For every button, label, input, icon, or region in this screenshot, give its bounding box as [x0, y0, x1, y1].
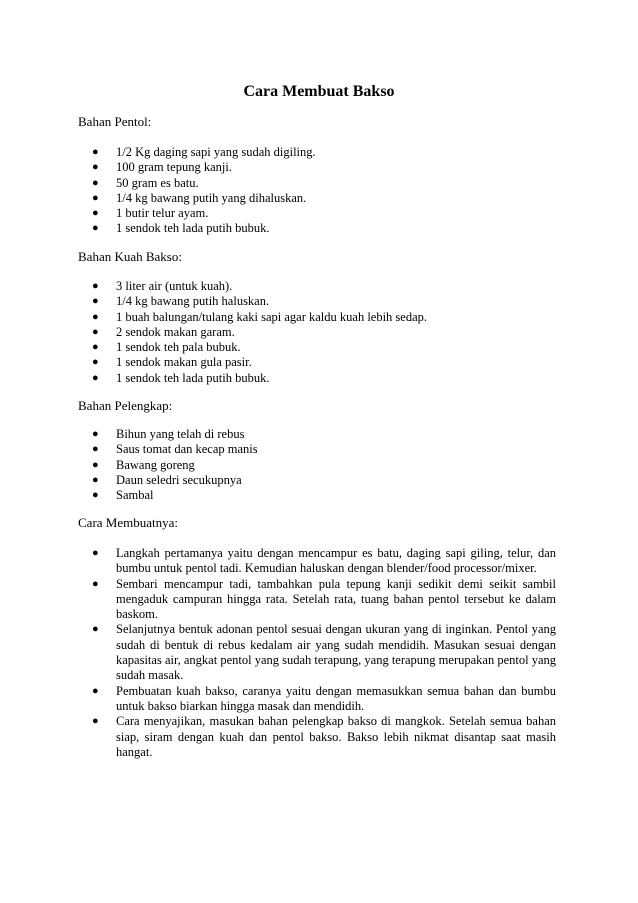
section-heading-bahan-pelengkap: Bahan Pelengkap:	[78, 398, 173, 413]
bullet-icon: ●	[92, 310, 99, 323]
list-item: ● 1 sendok teh lada putih bubuk.	[92, 221, 270, 236]
list-item: ● 1 sendok makan gula pasir.	[92, 355, 252, 370]
list-item: ● Bihun yang telah di rebus	[92, 427, 245, 441]
list-item: ● 1 sendok teh pala bubuk.	[92, 340, 241, 355]
ingredient-list-pelengkap	[0, 427, 556, 503]
list-item: ● Pembuatan kuah bakso, caranya yaitu dengan memasukkan semua bahan dan bumbu untuk bakso biarkan hingga masak dan mendidih.	[92, 683, 556, 713]
document-title: Cara Membuat Bakso	[243, 83, 395, 100]
bullet-icon: ●	[92, 146, 99, 158]
list-item: ● Cara menyajikan, masukan bahan pelengkap bakso di mangkok. Setelah semua bahan siap, siram dengan kuah dan pentol bakso. Bakso lebih nikmat disantap saat masih hangat.	[92, 714, 556, 759]
list-item: ● 1/4 kg bawang putih yang dihaluskan.	[92, 190, 307, 205]
section-heading-bahan-pentol: Bahan Pentol:	[78, 114, 152, 129]
section-heading-cara-membuat: Cara Membuatnya:	[78, 515, 178, 530]
list-item: ● 1/4 kg bawang putih haluskan.	[92, 294, 270, 309]
bullet-icon: ●	[92, 443, 99, 456]
bullet-icon: ●	[92, 176, 99, 189]
list-item: ● Selanjutnya bentuk adonan pentol sesuai dengan ukuran yang di inginkan. Pentol yang sudah di bentuk di rebus kedalam air yang sudah mendidih. Masukan sesuai dengan kapasitas air, angkat pentol yang sudah terapung, yang terapung merupakan pentol yang sudah masak.	[92, 622, 556, 683]
list-item: ● 1/2 Kg daging sapi yang sudah digiling.	[92, 145, 316, 159]
bullet-icon: ●	[92, 473, 99, 486]
bullet-icon: ●	[92, 715, 99, 728]
bullet-icon: ●	[92, 577, 99, 590]
list-item: ● Saus tomat dan kecap manis	[92, 442, 258, 457]
bullet-icon: ●	[92, 547, 99, 559]
list-item: ● 2 sendok makan garam.	[92, 324, 235, 339]
bullet-icon: ●	[92, 161, 99, 174]
bullet-icon: ●	[92, 623, 99, 636]
bullet-icon: ●	[92, 280, 99, 292]
steps-list	[0, 546, 556, 760]
bullet-icon: ●	[92, 191, 99, 204]
bullet-icon: ●	[92, 325, 99, 338]
bullet-icon: ●	[92, 222, 99, 235]
bullet-icon: ●	[92, 458, 99, 471]
list-item: ● Sembari mencampur tadi, tambahkan pula tepung kanji sedikit demi seikit sambil mengaduk campuran hingga rata. Setelah rata, tuang bahan pentol tersebut ke dalam baskom.	[92, 576, 556, 622]
list-item: ● Sambal	[92, 488, 154, 503]
ingredient-list-pentol	[0, 145, 556, 237]
bullet-icon: ●	[92, 428, 99, 440]
bullet-icon: ●	[92, 356, 99, 369]
bullet-icon: ●	[92, 371, 99, 384]
bullet-icon: ●	[92, 295, 99, 308]
bullet-icon: ●	[92, 341, 99, 354]
list-item: ● Daun seledri secukupnya	[92, 472, 242, 487]
list-item: ● 50 gram es batu.	[92, 175, 199, 190]
list-item: ● 100 gram tepung kanji.	[92, 160, 232, 175]
list-item: ● 1 butir telur ayam.	[92, 206, 209, 221]
list-item: ● 1 buah balungan/tulang kaki sapi agar kaldu kuah lebih sedap.	[92, 309, 428, 324]
list-item: ● Langkah pertamanya yaitu dengan mencampur es batu, daging sapi giling, telur, dan bumbu untuk pentol tadi. Kemudian haluskan dengan blender/food processor/mixer.	[92, 546, 556, 576]
bullet-icon: ●	[92, 207, 99, 220]
section-heading-bahan-kuah: Bahan Kuah Bakso:	[78, 249, 182, 264]
list-item: ● 1 sendok teh lada putih bubuk.	[92, 370, 270, 385]
ingredient-list-kuah	[0, 279, 556, 386]
bullet-icon: ●	[92, 489, 99, 502]
list-item: ● 3 liter air (untuk kuah).	[92, 279, 233, 293]
bullet-icon: ●	[92, 684, 99, 697]
list-item: ● Bawang goreng	[92, 457, 195, 472]
